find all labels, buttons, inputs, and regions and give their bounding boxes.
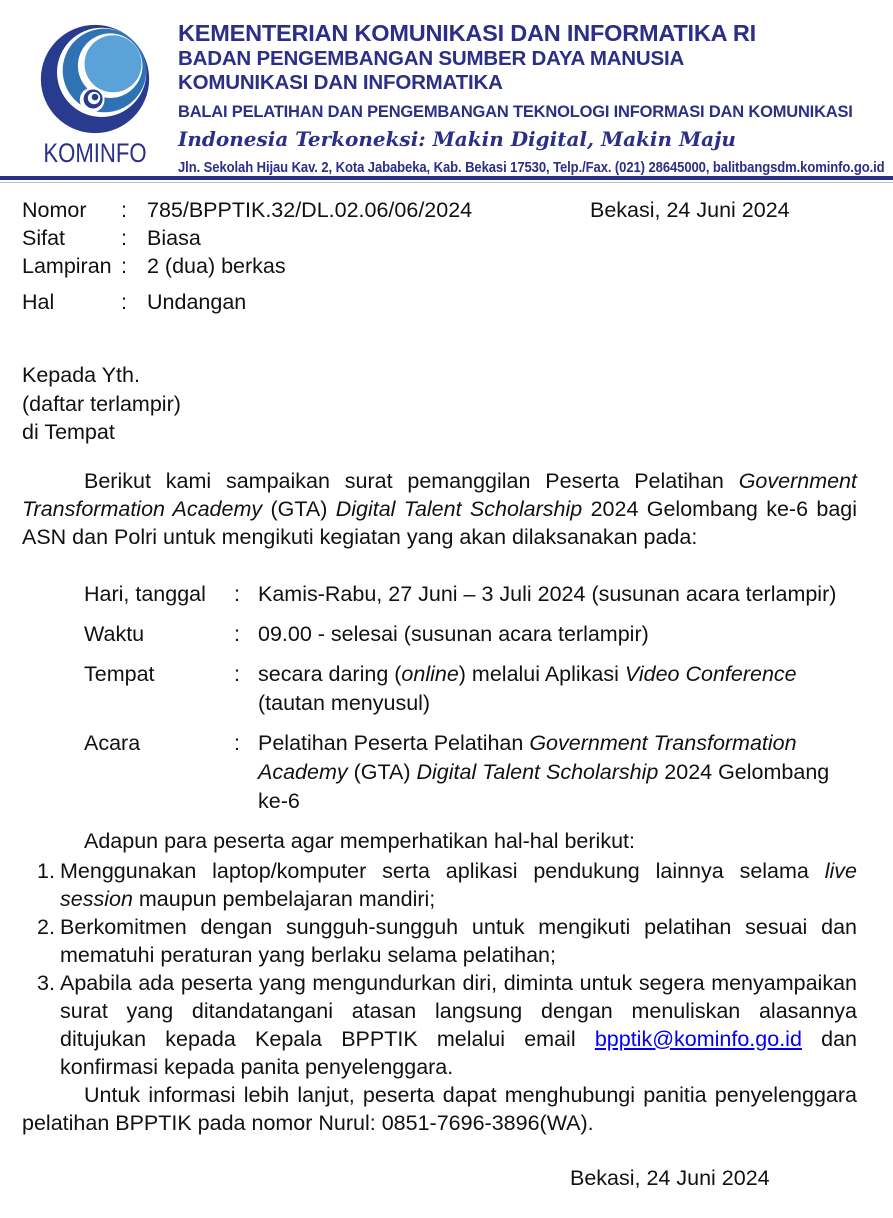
kominfo-wordmark: KOMINFO <box>43 138 147 168</box>
office-address: Jln. Sekolah Hijau Kav. 2, Kota Jababeka, Kab. Bekasi 17530, Telp./Fax. (021) 28645000, balitbangsdm.kominfo.go.id <box>178 160 885 176</box>
list-item-number: 3. <box>37 970 55 995</box>
list-item-number: 1. <box>37 858 55 883</box>
list-item-text: Berkomitmen dengan sungguh-sungguh untuk mengikuti pelatihan sesuai dan mematuhi peraturan yang berlaku selama pelatihan; <box>60 914 857 967</box>
detail-label: Waktu <box>84 621 145 646</box>
letter-meta <box>22 196 857 316</box>
letter-subject: Undangan <box>147 290 247 314</box>
meta-label: Nomor <box>22 198 87 222</box>
detail-row-hari-tanggal <box>84 580 857 609</box>
list-item-text: Menggunakan laptop/komputer serta aplikasi pendukung lainnya selama live session maupun pembelajaran mandiri; <box>60 858 857 911</box>
meta-label: Hal <box>22 290 55 314</box>
meta-colon: : <box>121 290 127 314</box>
recipient-salutation: Kepada Yth. <box>22 363 140 387</box>
event-time: 09.00 - selesai (susunan acara terlampir) <box>258 621 649 646</box>
list-item <box>22 913 857 969</box>
meta-colon: : <box>121 226 127 250</box>
letterhead-text <box>178 12 893 176</box>
detail-label: Hari, tanggal <box>84 581 206 606</box>
event-name: Pelatihan Peserta Pelatihan Government Transformation Academy (GTA) Digital Talent Scholarship 2024 Gelombang ke-6 <box>258 730 830 813</box>
tagline: Indonesia Terkoneksi: Makin Digital, Makin Maju <box>178 127 736 151</box>
recipient-attachment-note: (daftar terlampir) <box>22 391 181 416</box>
letter-nature: Biasa <box>147 226 201 250</box>
detail-row-tempat <box>84 660 857 718</box>
event-details <box>84 580 857 816</box>
recipient-block <box>22 361 857 447</box>
notes-intro: Adapun para peserta agar memperhatikan hal-hal berikut: <box>84 828 635 853</box>
list-item <box>22 969 857 1081</box>
agency-name-line2: KOMUNIKASI DAN INFORMATIKA <box>178 71 503 94</box>
letter-attachments: 2 (dua) berkas <box>147 254 286 278</box>
place-date-top: Bekasi, 24 Juni 2024 <box>590 198 790 222</box>
letterhead-divider <box>0 176 893 183</box>
detail-colon: : <box>234 581 240 606</box>
event-place: secara daring (online) melalui Aplikasi Video Conference (tautan menyusul) <box>258 661 797 715</box>
recipient-location: di Tempat <box>22 420 115 444</box>
meta-label: Sifat <box>22 226 66 250</box>
email-link[interactable]: bpptik@kominfo.go.id <box>594 1026 802 1051</box>
letterhead <box>0 0 893 176</box>
list-item-text: Apabila ada peserta yang mengundurkan diri, diminta untuk segera menyampaikan surat yang ditandatangani atasan langsung dengan menuliskan alasannya ditujukan kepada Kepala BPPTIK melalui email bpptik@kominfo.go.id dan konfirmasi kepada panita penyelenggara. <box>60 970 857 1079</box>
list-item-number: 2. <box>37 914 55 939</box>
agency-name-line1: BADAN PENGEMBANGAN SUMBER DAYA MANUSIA <box>178 47 685 70</box>
letter-number: 785/BPPTIK.32/DL.02.06/06/2024 <box>147 198 473 222</box>
meta-label: Lampiran <box>22 254 112 278</box>
opening-paragraph: Berikut kami sampaikan surat pemanggilan Peserta Pelatihan Government Transformation Academy (GTA) Digital Talent Scholarship 2024 Gelombang ke-6 bagi ASN dan Polri untuk mengikuti kegiatan yang akan dilaksanakan pada: <box>22 468 858 549</box>
logo-block <box>30 12 160 168</box>
office-name: BALAI PELATIHAN DAN PENGEMBANGAN TEKNOLOGI INFORMASI DAN KOMUNIKASI <box>178 102 853 121</box>
detail-colon: : <box>234 621 240 646</box>
meta-row-lampiran <box>22 252 857 280</box>
detail-row-acara <box>84 729 857 816</box>
detail-label: Acara <box>84 730 141 755</box>
ministry-name: KEMENTERIAN KOMUNIKASI DAN INFORMATIKA RI <box>178 20 756 46</box>
notes-list <box>22 857 857 1081</box>
meta-row-hal <box>22 288 857 316</box>
meta-row-sifat <box>22 224 857 252</box>
detail-colon: : <box>234 661 240 686</box>
meta-colon: : <box>121 198 127 222</box>
detail-label: Tempat <box>84 661 155 686</box>
letter-body <box>0 183 893 1192</box>
place-date-bottom: Bekasi, 24 Juni 2024 <box>570 1165 770 1190</box>
list-item <box>22 857 857 913</box>
event-date: Kamis-Rabu, 27 Juni – 3 Juli 2024 (susunan acara terlampir) <box>258 581 837 606</box>
detail-colon: : <box>234 730 240 755</box>
closing-paragraph: Untuk informasi lebih lanjut, peserta dapat menghubungi panitia penyelenggara pelatihan BPPTIK pada nomor Nurul: 0851-7696-3896(WA). <box>22 1082 857 1135</box>
kominfo-logo-icon <box>38 22 152 136</box>
detail-row-waktu <box>84 620 857 649</box>
meta-colon: : <box>121 254 127 278</box>
